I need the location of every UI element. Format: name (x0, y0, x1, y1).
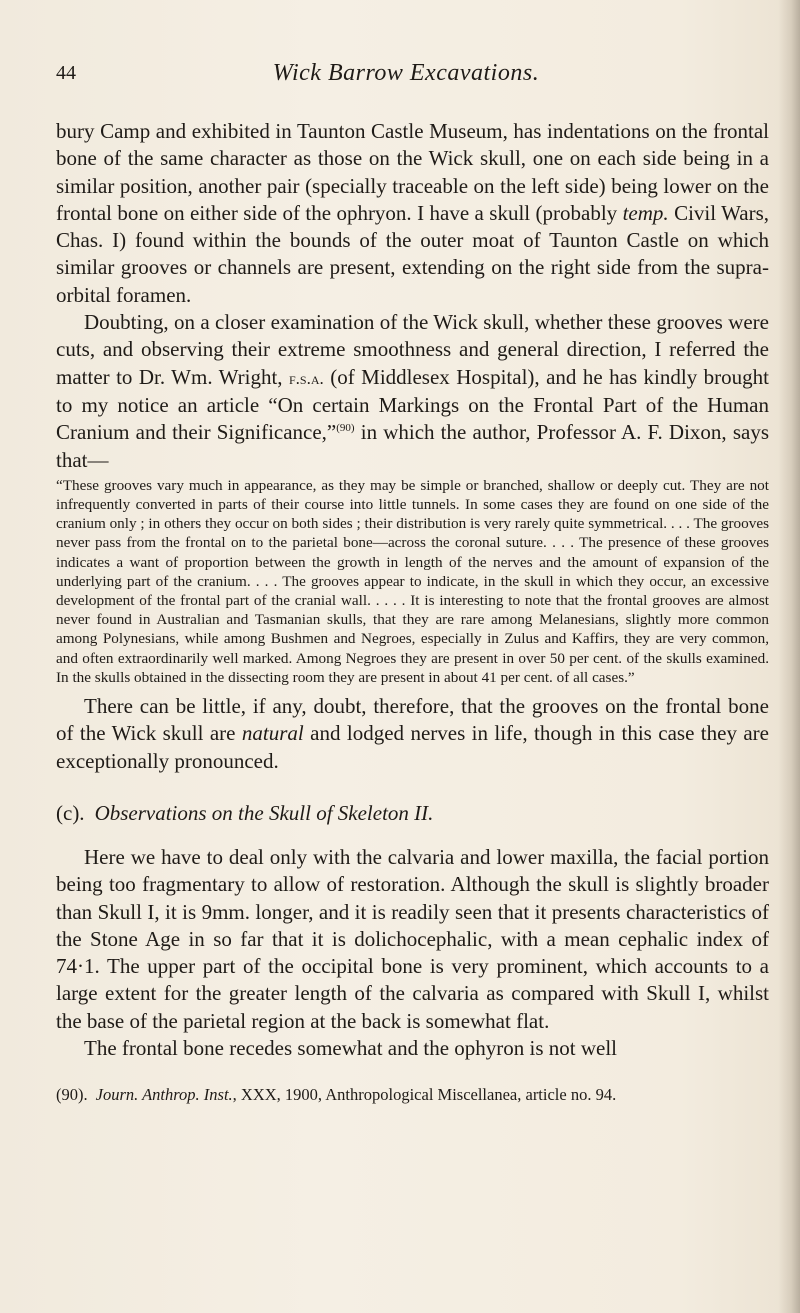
paragraph-1 (56, 118, 769, 309)
paragraph-3-text-before: There can be little, if any, doubt, therefore, that the grooves on the frontal bone of the Wick skull are (56, 694, 769, 746)
footnote-number: (90). (56, 1085, 88, 1105)
paragraph-3-text-after: and lodged nerves in life, though in this case they are exceptionally pronounced. (56, 721, 769, 773)
footnote-90 (56, 1084, 769, 1105)
footnote-journal: Journ. Anthrop. Inst. (95, 1085, 233, 1105)
section-heading (56, 801, 769, 826)
paragraph-2-text-middle: (of Middlesex Hospital), and he has kindly brought to my notice an article “On certain Markings on the Frontal Part of the Human Cranium and their Significance,” (56, 364, 770, 445)
paragraph-2-text-before: Doubting, on a closer examination of the Wick skull, whether these grooves were cuts, and observing their extreme smoothness and general direction, I referred the matter to Dr. Wm. Wright, (56, 310, 769, 389)
block-quote: “These grooves vary much in appearance, as they may be simple or branched, shallow or deeply cut. They are not infrequently converted in parts of their course into little tunnels. In some cases they are found on one side of the cranium only ; in others they occur on both sides ; their distribution is very rarely quite symmetrical. . . . The grooves never pass from the frontal on to the parietal bone—across the coronal suture. . . . The presence of these grooves indicates a want of proportion between the growth in length of the nerves and the amount of expansion of the underlying part of the cranium. . . . The grooves appear to indicate, in the skull in which they occur, an excessive development of the frontal part of the cranial wall. . . . . It is interesting to note that the frontal grooves are almost never found in Australian and Tasmanian skulls, that they are rare among Melanesians, slightly more common among Polynesians, while among Bushmen and Negroes, especially in Zulus and Kaffirs, they are very common, and often extraordinarily well marked. Among Negroes they are present in over 50 per cent. of the skulls examined. In the skulls obtained in the dissecting room they are present in about 41 per cent. of all cases.” (56, 476, 769, 686)
page-number: 44 (56, 62, 76, 84)
paragraph-2-text-after: in which the author, Professor A. F. Dixon, says that— (56, 420, 769, 472)
section-label: (c). (56, 800, 85, 825)
paragraph-2 (56, 309, 769, 474)
paragraph-3-natural: natural (241, 721, 304, 746)
paragraph-1-text-after: Civil Wars, Chas. I) found within the bounds of the outer moat of Taunton Castle on which similar grooves or channels are present, extending on the right side from the supra-orbital foramen. (56, 200, 769, 307)
page-edge-shadow (778, 0, 800, 1313)
running-title: Wick Barrow Excavations. (272, 60, 540, 86)
paragraph-1-temp: temp. (622, 200, 669, 225)
paragraph-4: Here we have to deal only with the calvaria and lower maxilla, the facial portion being too fragmentary to allow of restoration. Although the skull is slightly broader than Skull I, it is 9mm. longer, and it is readily seen that it presents characteristics of the Stone Age in so far that it is dolichocephalic, with a mean cephalic index of 74·1. The upper part of the occipital bone is very prominent, which accounts to a large extent for the greater length of the calvaria as compared with Skull I, whilst the base of the parietal region at the back is somewhat flat. (56, 844, 769, 1033)
paragraph-3 (56, 693, 769, 775)
paragraph-1-text: bury Camp and exhibited in Taunton Castle Museum, has indentations on the frontal bone of the same character as those on the Wick skull, one on each side being in a similar position, another pair (specially traceable on the left side) being lower on the frontal bone on either side of the ophryon. I have a skull (probably (56, 119, 769, 225)
paragraph-5: The frontal bone recedes somewhat and the ophyron is not well (84, 1036, 618, 1061)
credential-fsa: f.s.a. (289, 368, 324, 388)
footnote-ref-90: (90) (336, 422, 355, 435)
footnote-text: , XXX, 1900, Anthropological Miscellanea, article no. 94. (232, 1085, 617, 1105)
page-content (56, 118, 769, 1105)
page-header (56, 56, 756, 96)
section-title: Observations on the Skull of Skeleton II. (94, 800, 434, 825)
